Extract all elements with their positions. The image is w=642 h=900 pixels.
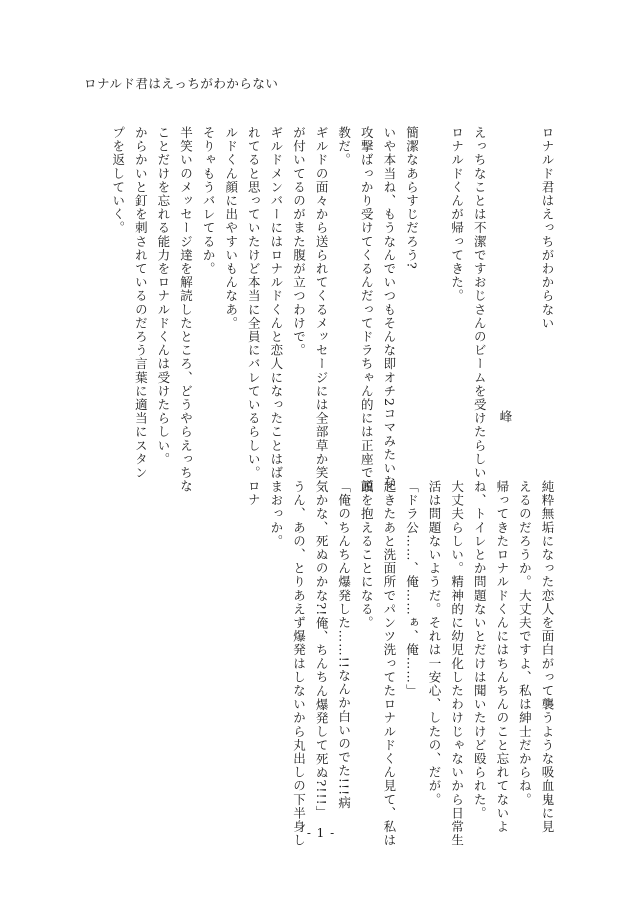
text-column: えるのだろうか。大丈夫ですよ、私は紳士だからね。 bbox=[517, 480, 533, 807]
text-column: ロナルド君はえっちがわからない bbox=[540, 126, 555, 330]
text-column: 純粋無垢になった恋人を面白がって襲うような吸血鬼に見 bbox=[540, 480, 555, 834]
text-column: 半笑いのメッセージ達を解読したところ、どうやらえっちな bbox=[178, 126, 194, 494]
text-column: 頭を抱えることになる。 bbox=[359, 480, 375, 630]
text-column: からかいと釘を刺されているのだろう言葉に適当にスタン bbox=[133, 126, 149, 480]
text-column bbox=[422, 126, 445, 448]
running-header-title: ロナルド君はえっちがわからない bbox=[84, 76, 279, 91]
text-column: が付いてるのがまた腹が立つわけで。 bbox=[291, 126, 307, 358]
text-column: 攻撃ばっかり受けてくるんだってドラちゃん的には正座で説 bbox=[359, 126, 375, 494]
text-column bbox=[513, 126, 536, 448]
text-column: ギルドメンバーにはロナルドくんと恋人になったことはば bbox=[268, 126, 284, 480]
text-column: 活は問題ないようだ。それは一安心、したの、だが。 bbox=[427, 480, 443, 807]
text-column: うん、あの、とりあえず爆発はしないから丸出しの下半身し bbox=[291, 480, 307, 848]
text-column bbox=[490, 126, 513, 448]
text-column: 「ドラ公……、俺……ぁ、俺……」 bbox=[404, 480, 420, 698]
text-column: 簡潔なあらすじだろう? bbox=[404, 126, 420, 270]
text-column: 大丈夫らしい。精神的に幼児化したわけじゃないから日常生 bbox=[449, 480, 465, 848]
lower-text-block bbox=[264, 480, 558, 848]
text-column: ギルドの面々から送られてくるメッセージには全部草か笑 bbox=[314, 126, 330, 480]
text-column: 「俺のちんちん爆発した……!!なんか白いのでた!!!病 bbox=[336, 480, 352, 810]
text-column: ルドくん顔に出やすいもんなあ。 bbox=[223, 126, 239, 330]
text-column: えっちなことは不潔ですおじさんのビームを受けたらしい bbox=[472, 126, 488, 480]
text-column: まおっか。 bbox=[268, 480, 284, 548]
text-column: ロナルドくんが帰ってきた。 bbox=[449, 126, 465, 303]
text-column: ことだけを忘れる能力をロナルドくんは受けたらしい。 bbox=[155, 126, 171, 466]
text-column: そりゃもうバレてるか。 bbox=[201, 126, 217, 276]
text-column: ね、トイレとか問題ないとだけは聞いたけど殴られた。 bbox=[472, 480, 488, 820]
page-number: - 1 - bbox=[306, 826, 336, 840]
upper-text-block bbox=[106, 126, 558, 507]
text-column: 教だ。 bbox=[336, 126, 352, 167]
author-name: 峰 bbox=[498, 410, 513, 423]
text-column: 気かな、死ぬのかな?!俺、ちんちん爆発して死ぬ?!!!」 bbox=[314, 480, 330, 820]
text-column: 起きたあと洗面所でパンツ洗ってたロナルドくん見て、私は bbox=[381, 480, 397, 848]
text-column: いや本当ね、もうなんでいつもそんな即オチ2コマみたいな bbox=[381, 126, 397, 489]
text-column: れてると思っていたけど本当に全員にバレているらしい。ロナ bbox=[246, 126, 262, 507]
text-column: 帰ってきたロナルドくんにはちんちんのこと忘れてないよ bbox=[494, 480, 510, 834]
text-column: プを返していく。 bbox=[110, 126, 126, 235]
